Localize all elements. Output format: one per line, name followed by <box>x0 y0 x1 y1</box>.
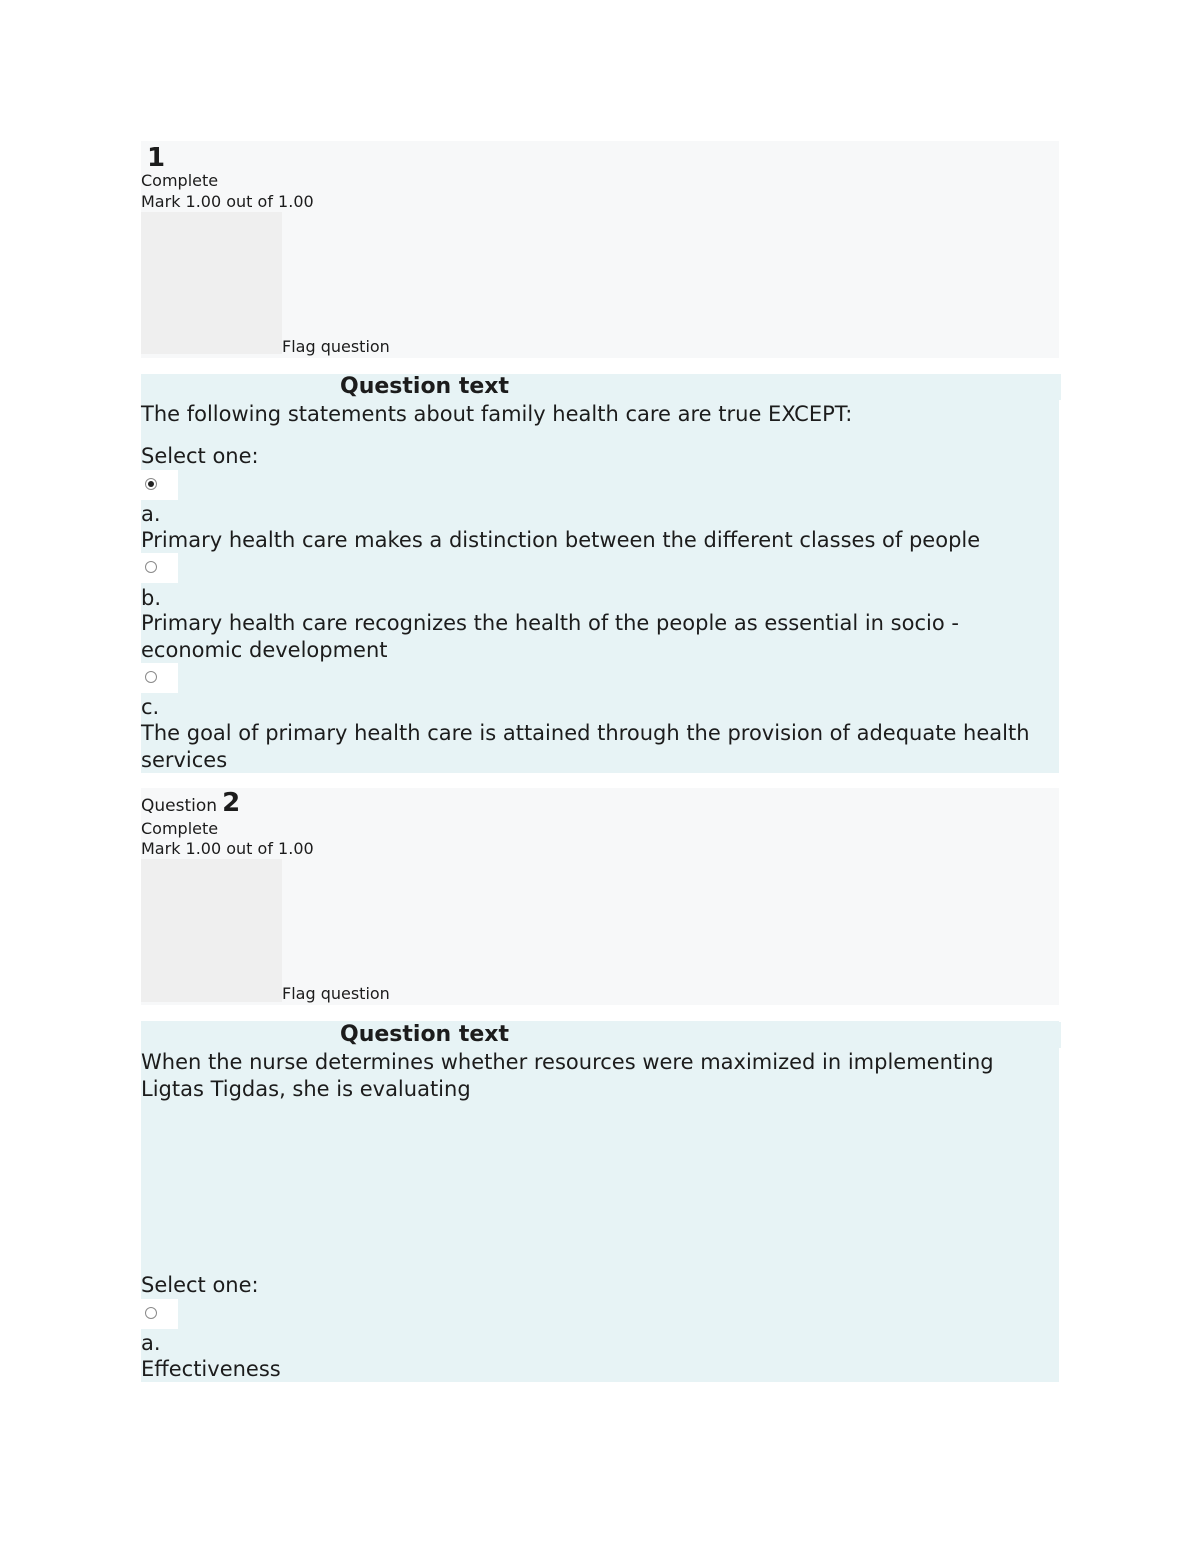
select-one-label: Select one: <box>141 1273 259 1297</box>
option-c-radio[interactable] <box>145 671 157 683</box>
flag-icon[interactable] <box>141 859 282 1002</box>
option-b-radio[interactable] <box>145 561 157 573</box>
option-a-radio-container <box>141 470 178 500</box>
flag-question-link[interactable]: Flag question <box>282 984 390 1003</box>
question-1-state: Complete <box>141 171 219 190</box>
question-text-heading: Question text <box>340 374 1061 400</box>
option-a-radio[interactable] <box>145 478 157 490</box>
question-1-mark: Mark 1.00 out of 1.00 <box>141 192 314 211</box>
question-2-heading <box>141 790 240 816</box>
option-b-text: Primary health care recognizes the health of the people as essential in socio - economic development <box>141 611 959 662</box>
question-prefix: Question <box>141 796 218 816</box>
option-a-letter: a. <box>141 502 161 526</box>
question-text-heading: Question text <box>340 1022 1061 1048</box>
question-2-prompt: When the nurse determines whether resources were maximized in implementing Ligtas Tigdas, she is evaluating <box>141 1050 994 1101</box>
option-a-radio-container <box>141 1299 178 1329</box>
question-2-mark: Mark 1.00 out of 1.00 <box>141 839 314 858</box>
question-2-number: 2 <box>222 788 241 818</box>
option-a-letter: a. <box>141 1331 161 1355</box>
option-a-text: Primary health care makes a distinction between the different classes of people <box>141 528 981 552</box>
question-1-prompt: The following statements about family health care are true EXCEPT: <box>141 402 853 426</box>
question-2-state: Complete <box>141 819 219 838</box>
flag-question-link[interactable]: Flag question <box>282 337 390 356</box>
question-1-content <box>141 374 1059 773</box>
option-c-radio-container <box>141 663 178 693</box>
option-c-text: The goal of primary health care is attained through the provision of adequate health services <box>141 721 1030 772</box>
question-1-number: 1 <box>147 143 166 173</box>
flag-icon[interactable] <box>141 212 282 354</box>
option-c-letter: c. <box>141 695 160 719</box>
option-a-radio[interactable] <box>145 1307 157 1319</box>
select-one-label: Select one: <box>141 444 259 468</box>
option-b-letter: b. <box>141 586 162 610</box>
option-b-radio-container <box>141 553 178 583</box>
option-a-text: Effectiveness <box>141 1357 281 1381</box>
